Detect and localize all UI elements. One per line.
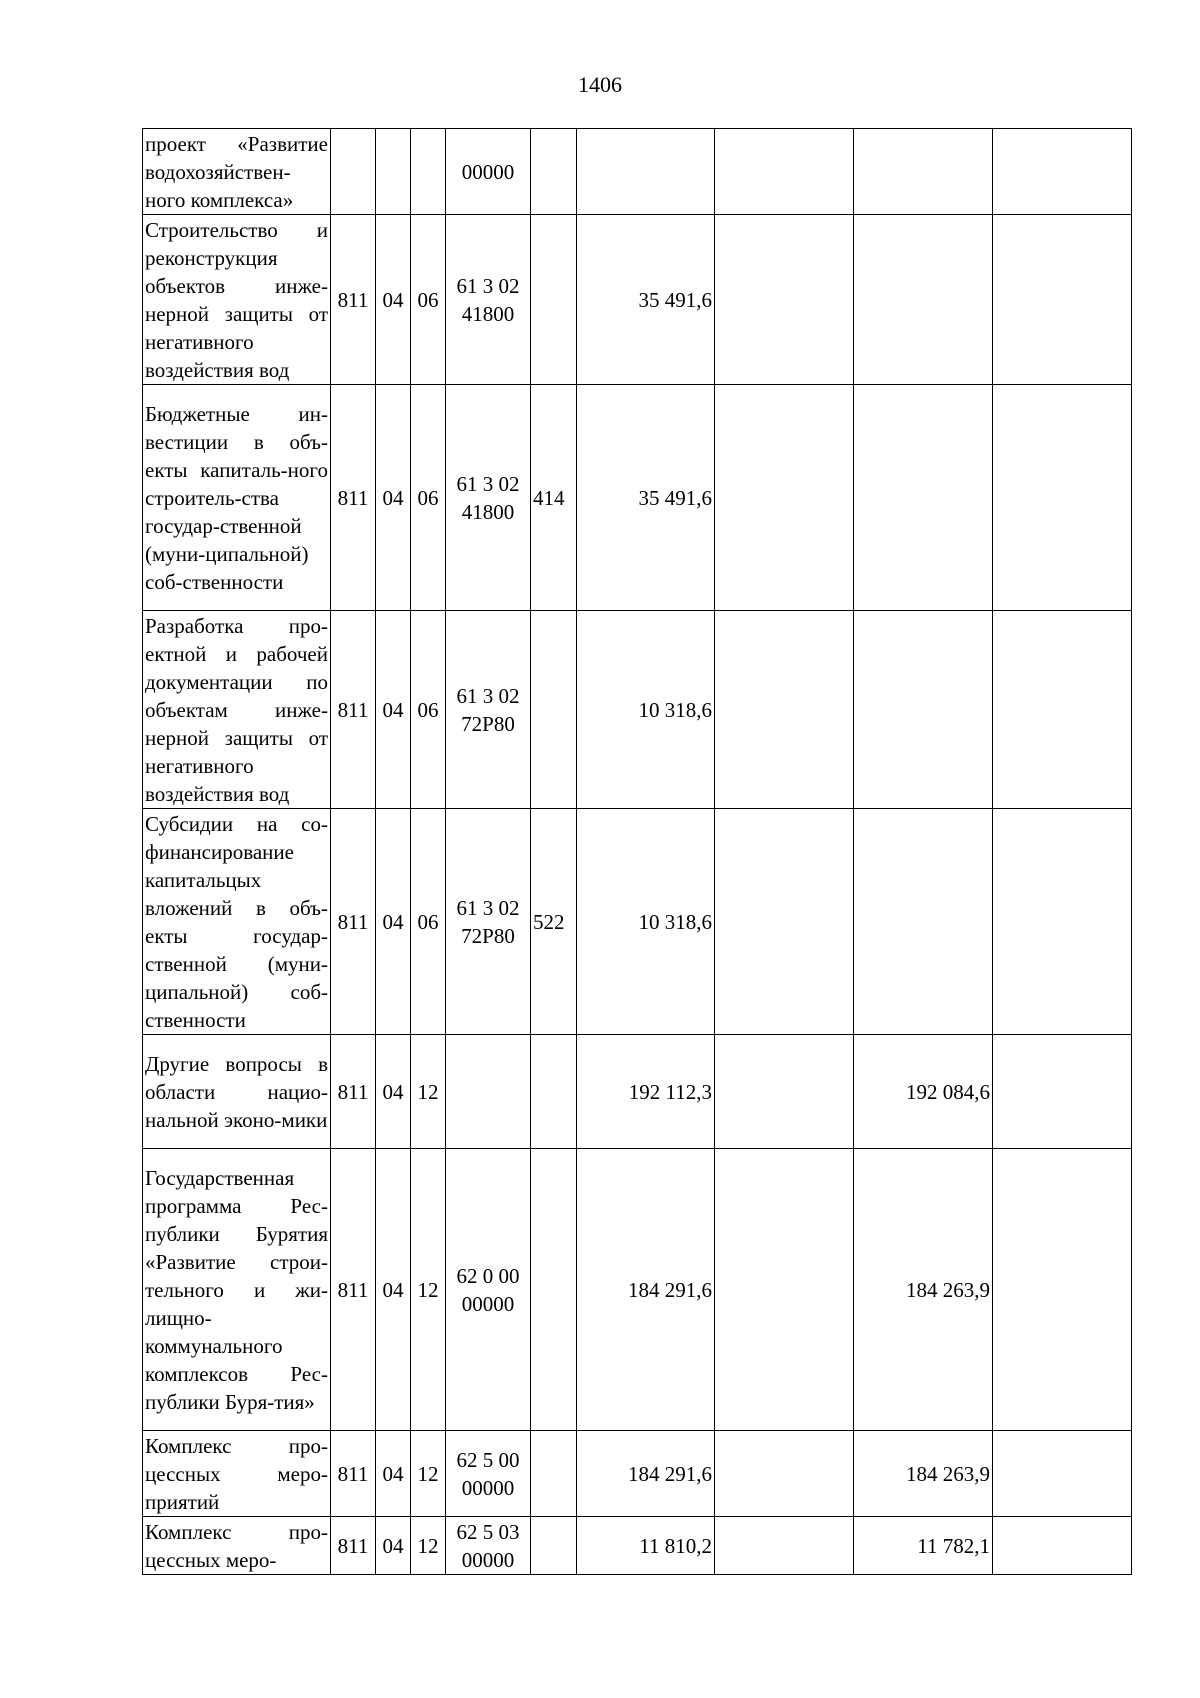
table-body [143,129,1132,1575]
rz-code-cell: 04 [376,1149,411,1431]
amount-cell-2 [715,215,854,385]
gr-code-cell: 811 [331,611,376,809]
amount-cell-2 [715,1517,854,1575]
amount-cell-2 [715,1149,854,1431]
amount-cell-4 [993,809,1132,1035]
amount-cell-3 [854,809,993,1035]
rz-code-cell: 04 [376,385,411,611]
table-row [143,809,1132,1035]
amount-cell-1: 192 112,3 [577,1035,715,1149]
amount-cell-1: 184 291,6 [577,1431,715,1517]
amount-cell-2 [715,611,854,809]
row-name-cell: Другие вопросы в области нацио-нальной эконо-мики [143,1035,331,1149]
amount-cell-3 [854,385,993,611]
vr-code-cell [531,215,577,385]
pr-code-cell: 06 [411,809,446,1035]
page-number: 1406 [578,72,622,97]
row-name-cell: проект «Развитие водохозяйствен-ного комплекса» [143,129,331,215]
csr-code-line: 41800 [461,499,515,524]
amount-cell-2 [715,1035,854,1149]
gr-code-cell: 811 [331,385,376,611]
pr-code-cell: 12 [411,1035,446,1149]
vr-code-cell [531,129,577,215]
table-row [143,1431,1132,1517]
amount-cell-3: 192 084,6 [854,1035,993,1149]
vr-code-cell [531,1431,577,1517]
table-row [143,215,1132,385]
amount-cell-2 [715,129,854,215]
csr-code-line: 41800 [461,301,515,326]
amount-cell-4 [993,611,1132,809]
rz-code-cell: 04 [376,1517,411,1575]
table-row [143,1035,1132,1149]
gr-code-cell: 811 [331,1035,376,1149]
amount-cell-3 [854,129,993,215]
amount-cell-1: 10 318,6 [577,809,715,1035]
row-name-cell: Комплекс про-цессных меро-приятий [143,1431,331,1517]
pr-code-cell: 12 [411,1149,446,1431]
amount-cell-4 [993,385,1132,611]
row-name-cell: Бюджетные ин-вестиции в объ-екты капиталь-ного строитель-ства государ-ственной (муни-ципальной) соб-ственности [143,385,331,611]
gr-code-cell [331,129,376,215]
table-row [143,611,1132,809]
table-row [143,129,1132,215]
row-name-cell: Разработка про-ектной и рабочей документации по объектам инже-нерной защиты от негативного воздействия вод [143,611,331,809]
amount-cell-1: 11 810,2 [577,1517,715,1575]
csr-code-line: 62 5 00 [456,1447,520,1472]
csr-code-line: 61 3 02 [456,683,520,708]
amount-cell-1: 35 491,6 [577,385,715,611]
row-name-cell: Строительство и реконструкция объектов инже-нерной защиты от негативного воздействия вод [143,215,331,385]
vr-code-cell: 414 [531,385,577,611]
csr-code-cell [446,385,531,611]
vr-code-cell [531,1149,577,1431]
amount-cell-4 [993,1149,1132,1431]
amount-cell-4 [993,215,1132,385]
amount-cell-1: 184 291,6 [577,1149,715,1431]
vr-code-cell [531,1517,577,1575]
amount-cell-3: 184 263,9 [854,1149,993,1431]
amount-cell-2 [715,809,854,1035]
vr-code-cell [531,1035,577,1149]
rz-code-cell: 04 [376,1431,411,1517]
gr-code-cell: 811 [331,809,376,1035]
table-row [143,1149,1132,1431]
csr-code-cell [446,1517,531,1575]
pr-code-cell [411,129,446,215]
csr-code-line: 62 5 03 [456,1519,520,1544]
csr-code-line: 61 3 02 [456,471,520,496]
rz-code-cell: 04 [376,611,411,809]
table-row [143,385,1132,611]
amount-cell-3 [854,215,993,385]
amount-cell-4 [993,129,1132,215]
csr-code-line: 00000 [461,1291,515,1316]
pr-code-cell: 06 [411,611,446,809]
row-name-cell: Субсидии на со-финансирование капитальцых вложений в объ-екты государ-ственной (муни-ципальной) соб-ственности [143,809,331,1035]
csr-code-cell [446,1431,531,1517]
amount-cell-3: 184 263,9 [854,1431,993,1517]
csr-code-cell [446,809,531,1035]
csr-code-cell [446,215,531,385]
amount-cell-4 [993,1035,1132,1149]
amount-cell-2 [715,385,854,611]
csr-code-cell [446,1035,531,1149]
pr-code-cell: 12 [411,1517,446,1575]
gr-code-cell: 811 [331,1517,376,1575]
rz-code-cell [376,129,411,215]
amount-cell-1: 10 318,6 [577,611,715,809]
pr-code-cell: 12 [411,1431,446,1517]
csr-code-cell [446,1149,531,1431]
row-name-cell: Государственная программа Рес-публики Бурятия «Развитие строи-тельного и жи-лищно-коммунального комплексов Рес-публики Буря-тия» [143,1149,331,1431]
vr-code-cell: 522 [531,809,577,1035]
csr-code-line: 00000 [461,159,515,184]
amount-cell-3: 11 782,1 [854,1517,993,1575]
csr-code-cell [446,129,531,215]
csr-code-line: 00000 [461,1547,515,1572]
row-name-cell: Комплекс про-цессных меро- [143,1517,331,1575]
csr-code-line: 00000 [461,1475,515,1500]
csr-code-line: 62 0 00 [456,1263,520,1288]
amount-cell-3 [854,611,993,809]
csr-code-cell [446,611,531,809]
gr-code-cell: 811 [331,1149,376,1431]
csr-code-line: 61 3 02 [456,273,520,298]
csr-code-line: 61 3 02 [456,895,520,920]
pr-code-cell: 06 [411,385,446,611]
amount-cell-1 [577,129,715,215]
gr-code-cell: 811 [331,215,376,385]
budget-table [142,128,1132,1575]
amount-cell-1: 35 491,6 [577,215,715,385]
amount-cell-2 [715,1431,854,1517]
amount-cell-4 [993,1431,1132,1517]
csr-code-line: 72P80 [461,711,515,736]
vr-code-cell [531,611,577,809]
rz-code-cell: 04 [376,809,411,1035]
gr-code-cell: 811 [331,1431,376,1517]
rz-code-cell: 04 [376,215,411,385]
pr-code-cell: 06 [411,215,446,385]
rz-code-cell: 04 [376,1035,411,1149]
csr-code-line: 72P80 [461,923,515,948]
amount-cell-4 [993,1517,1132,1575]
table-row [143,1517,1132,1575]
